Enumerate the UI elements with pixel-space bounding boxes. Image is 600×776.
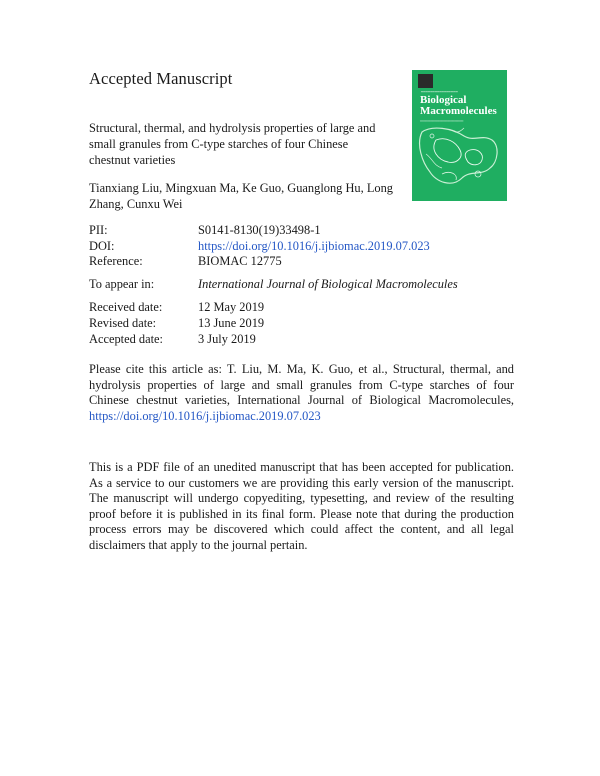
received-date-label: Received date: bbox=[89, 300, 163, 314]
cover-subtitle-decor: ━━━━━━━━━━━━━━━━━━━━━━━━ bbox=[420, 119, 464, 123]
accepted-date-value: 3 July 2019 bbox=[198, 332, 256, 346]
reference-label: Reference: bbox=[89, 254, 143, 268]
journal-cover-image bbox=[412, 70, 507, 201]
doi-label: DOI: bbox=[89, 239, 115, 253]
pii-label: PII: bbox=[89, 223, 108, 237]
cover-masthead-decor: ━━━━━━━━━━━━━━━━ bbox=[421, 90, 458, 94]
received-date-value: 12 May 2019 bbox=[198, 300, 265, 314]
cover-illustration bbox=[412, 70, 507, 201]
citation-doi-link[interactable]: https://doi.org/10.1016/j.ijbiomac.2019.07.023 bbox=[89, 408, 321, 423]
accepted-manuscript-label: Accepted Manuscript bbox=[89, 69, 233, 88]
doi-link[interactable]: https://doi.org/10.1016/j.ijbiomac.2019.07.023 bbox=[198, 239, 430, 253]
article-title: Structural, thermal, and hydrolysis properties of large and small granules from C-type starches of four Chinese chestnut varieties bbox=[89, 121, 376, 167]
accepted-date-label: Accepted date: bbox=[89, 332, 163, 346]
author-list: Tianxiang Liu, Mingxuan Ma, Ke Guo, Guanglong Hu, Long Zhang, Cunxu Wei bbox=[89, 181, 393, 211]
cover-title-line1: Biological bbox=[420, 94, 467, 106]
citation-text: Please cite this article as: T. Liu, M. Ma, K. Guo, et al., Structural, thermal, and hydrolysis properties of large and small granules from C-type starches of four Chinese chestnut varieties, International Journal of Biological Macromolecules, bbox=[89, 362, 514, 407]
revised-date-label: Revised date: bbox=[89, 316, 157, 330]
reference-value: BIOMAC 12775 bbox=[198, 254, 282, 268]
cover-title-line2: Macromolecules bbox=[420, 105, 497, 117]
citation-paragraph bbox=[89, 362, 514, 424]
pii-value: S0141-8130(19)33498-1 bbox=[198, 223, 321, 237]
manuscript-notice: This is a PDF file of an unedited manuscript that has been accepted for publication. As a service to our customers we are providing this early version of the manuscript. The manuscript will undergo copyediting, typesetting, and review of the resulting proof before it is published in its final form. Please note that during the production process errors may be discovered which could affect the content, and all legal disclaimers that apply to the journal pertain. bbox=[89, 460, 514, 552]
revised-date-value: 13 June 2019 bbox=[198, 316, 265, 330]
journal-name: International Journal of Biological Macromolecules bbox=[198, 277, 458, 291]
appear-in-label: To appear in: bbox=[89, 277, 155, 291]
